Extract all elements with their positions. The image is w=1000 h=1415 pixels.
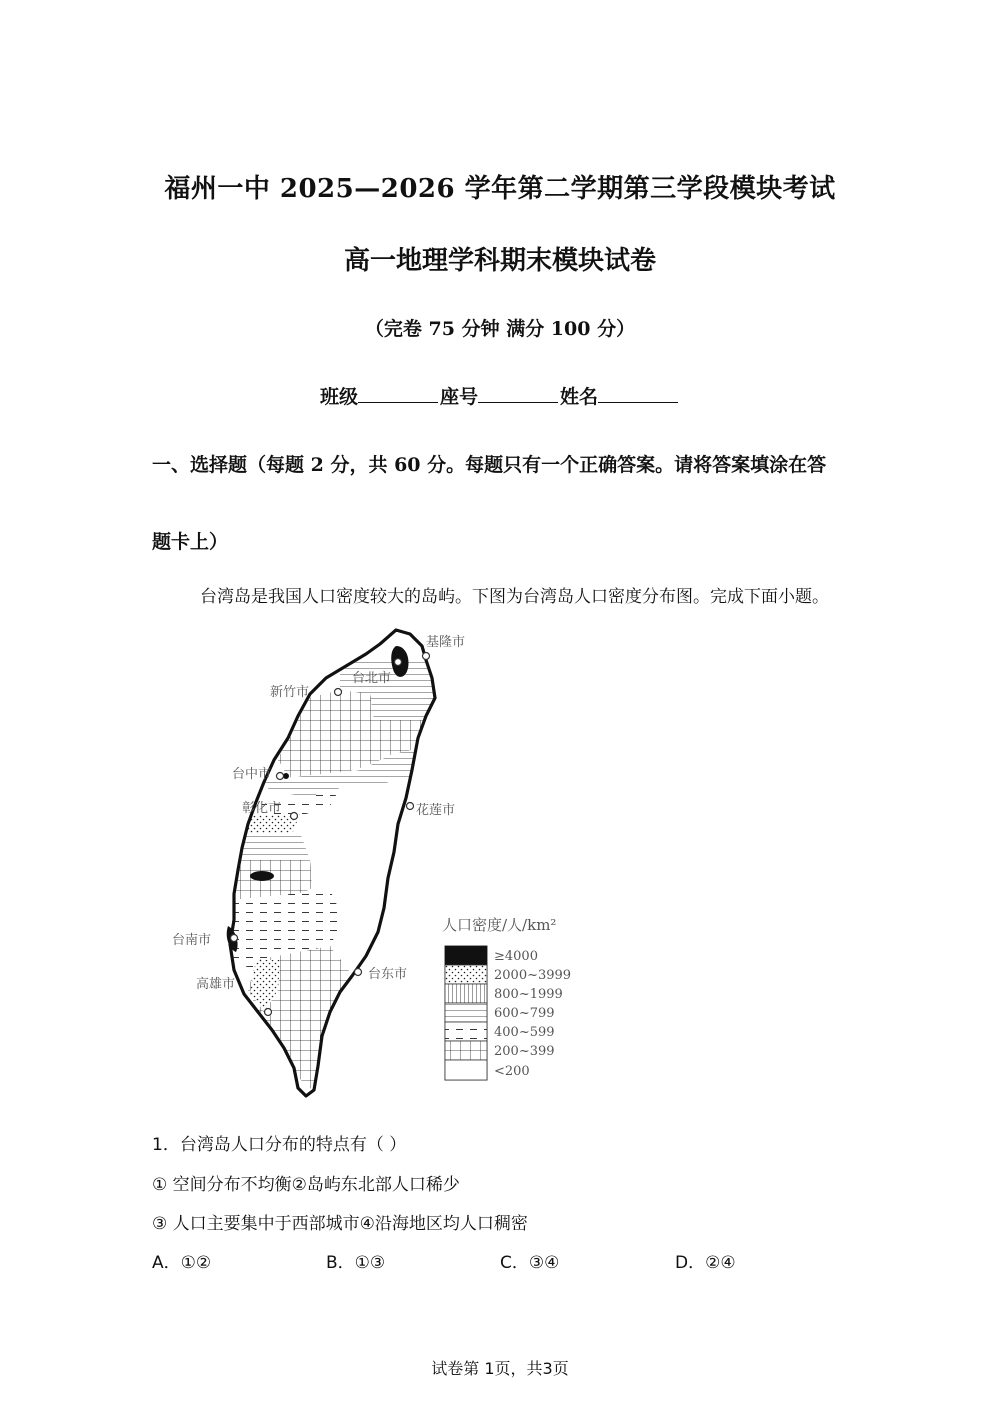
name-label: 姓名 — [560, 386, 599, 408]
legend-label-4: 600~799 — [494, 1006, 555, 1021]
option-b[interactable]: B．①③ — [326, 1253, 386, 1273]
legend-label-5: 400~599 — [494, 1025, 555, 1040]
exam-subtitle: （完卷 75 分钟 满分 100 分） — [364, 318, 636, 340]
seat-blank[interactable] — [478, 384, 558, 403]
map-label-taichung: 台中市 — [232, 767, 272, 782]
option-c[interactable]: C．③④ — [500, 1253, 560, 1273]
class-label: 班级 — [319, 386, 358, 408]
exam-title-line1: 福州一中 2025—2026 学年第二学期第三学段模块考试 — [164, 174, 836, 204]
map-label-kaohsiung: 高雄市 — [196, 977, 236, 992]
map-label-hualien: 花莲市 — [416, 803, 456, 818]
option-d[interactable]: D．②④ — [675, 1253, 736, 1273]
legend-swatch-under200 — [445, 1060, 487, 1080]
seat-label: 座号 — [439, 386, 478, 408]
legend-title: 人口密度/人/km² — [442, 916, 557, 934]
legend-label-6: 200~399 — [494, 1044, 555, 1059]
legend-label-2: 2000~3999 — [494, 968, 572, 983]
page-footer: 试卷第 1页，共3页 — [431, 1359, 569, 1378]
legend-label-3: 800~1999 — [494, 987, 563, 1002]
class-blank[interactable] — [358, 384, 438, 403]
legend-label-7: <200 — [494, 1064, 530, 1079]
map-label-taipei: 台北市 — [352, 671, 392, 686]
question-1-statement-line2: ③ 人口主要集中于西部城市④沿海地区均人口稠密 — [152, 1214, 528, 1234]
map-label-keelung: 基隆市 — [426, 635, 466, 650]
map-label-changhua: 彰化市 — [242, 801, 282, 816]
map-label-hsinchu: 新竹市 — [270, 685, 310, 700]
population-density-map — [160, 620, 600, 1100]
section-heading-line1: 一、选择题（每题 2 分，共 60 分。每题只有一个正确答案。请将答案填涂在答 — [152, 454, 827, 476]
option-a[interactable]: A．①② — [152, 1253, 212, 1273]
map-label-tainan: 台南市 — [172, 933, 212, 948]
legend-swatch-400 — [445, 1022, 487, 1041]
name-blank[interactable] — [598, 384, 678, 403]
legend-swatch-800 — [445, 984, 487, 1003]
section-heading-line2: 题卡上） — [152, 531, 229, 553]
legend-label-1: ≥4000 — [494, 949, 538, 964]
question-intro: 台湾岛是我国人口密度较大的岛屿。下图为台湾岛人口密度分布图。完成下面小题。 — [200, 587, 829, 607]
question-1-stem: 1．台湾岛人口分布的特点有（ ） — [152, 1135, 407, 1155]
map-label-taitung: 台东市 — [368, 967, 408, 982]
legend-swatch-2000 — [445, 965, 487, 984]
student-info-line — [0, 382, 1000, 409]
legend-swatch-600 — [445, 1003, 487, 1022]
legend-swatch-4000 — [445, 946, 487, 965]
map-legend — [442, 916, 571, 1080]
question-1-statement-line1: ① 空间分布不均衡②岛屿东北部人口稀少 — [152, 1175, 460, 1195]
exam-title-line2: 高一地理学科期末模块试卷 — [343, 246, 656, 276]
legend-swatch-200 — [445, 1041, 487, 1060]
